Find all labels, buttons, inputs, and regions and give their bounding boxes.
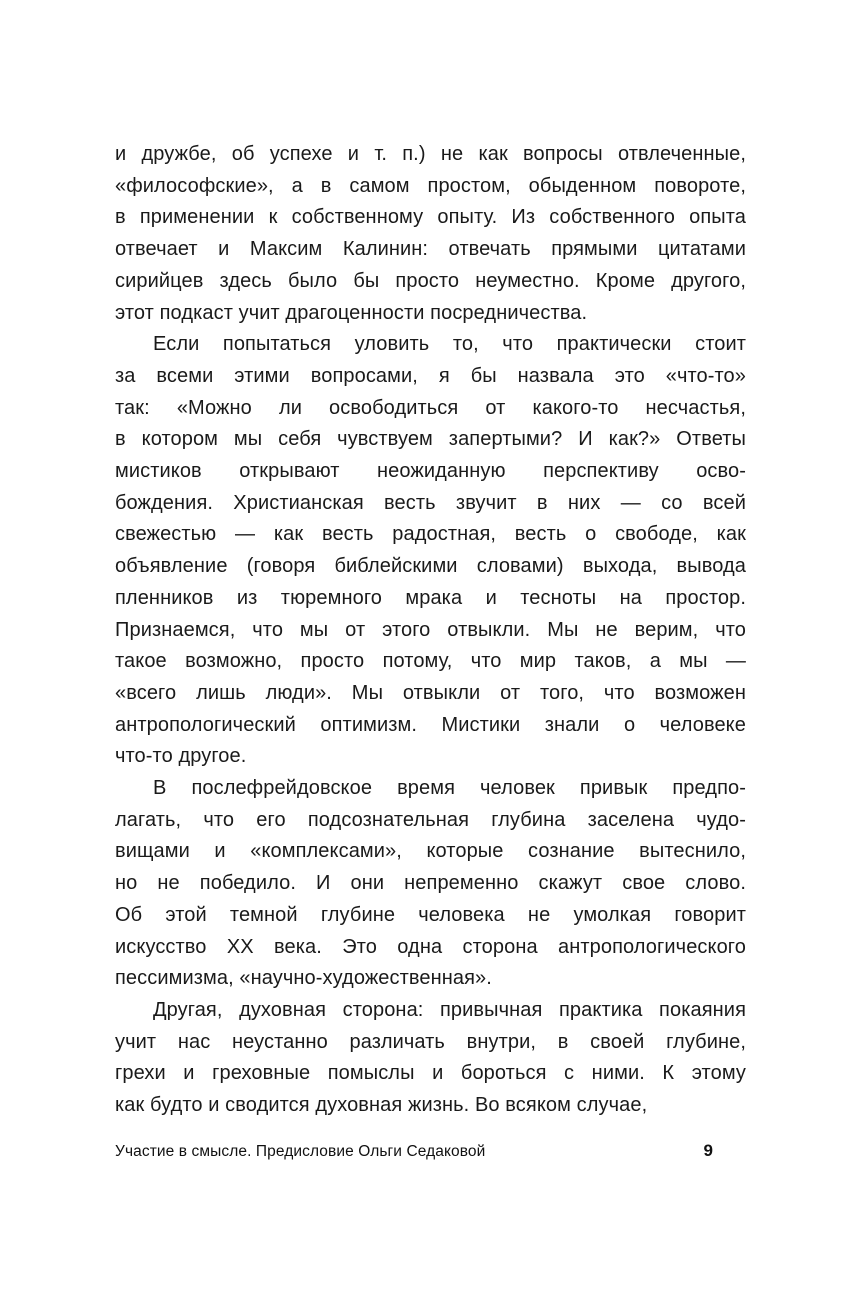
text-line: отвечает и Максим Калинин: отвечать прямыми цитатами — [115, 238, 746, 261]
text-line: за всеми этими вопросами, я бы назвала это «что-то» — [115, 364, 746, 387]
text-line: В послефрейдовское время человек привык предпо- — [153, 777, 746, 800]
text-line: грехи и греховные помыслы и бороться с ними. К этому — [115, 1062, 746, 1085]
text-line: «философские», а в самом простом, обыденном повороте, — [115, 174, 746, 197]
page-number: 9 — [703, 1141, 713, 1160]
text-line: вищами и «комплексами», которые сознание вытеснило, — [115, 840, 746, 863]
text-line: лагать, что его подсознательная глубина заселена чудо- — [115, 808, 746, 831]
text-line: что-то другое. — [115, 745, 247, 768]
text-line: мистиков открывают неожиданную перспективу осво- — [115, 460, 746, 483]
text-line: пессимизма, «научно-художественная». — [115, 967, 492, 990]
text-line: Если попытаться уловить то, что практически стоит — [153, 333, 746, 356]
text-line: в применении к собственному опыту. Из собственного опыта — [115, 206, 746, 229]
text-line: объявление (говоря библейскими словами) выхода, вывода — [115, 555, 746, 578]
paragraph — [115, 329, 746, 773]
text-line: этот подкаст учит драгоценности посредничества. — [115, 301, 588, 324]
text-line: так: «Можно ли освободиться от какого-то несчастья, — [115, 396, 746, 419]
text-line: но не победило. И они непременно скажут свое слово. — [115, 872, 746, 895]
paragraph — [115, 139, 746, 329]
text-line: бождения. Христианская весть звучит в них — со всей — [115, 491, 746, 514]
text-line: Признаемся, что мы от этого отвыкли. Мы не верим, что — [115, 618, 746, 641]
text-block — [115, 139, 746, 1122]
text-line: «всего лишь люди». Мы отвыкли от того, что возможен — [115, 681, 746, 704]
page-footer — [115, 1141, 746, 1161]
paragraph — [115, 995, 746, 1122]
text-line: учит нас неустанно различать внутри, в своей глубине, — [115, 1030, 746, 1053]
text-line: Другая, духовная сторона: привычная практика покаяния — [153, 998, 746, 1021]
text-line: пленников из тюремного мрака и тесноты на простор. — [115, 586, 746, 609]
text-line: такое возможно, просто потому, что мир таков, а мы — — [115, 650, 746, 673]
text-line: в котором мы себя чувствуем запертыми? И как?» Ответы — [115, 428, 746, 451]
text-line: искусство XX века. Это одна сторона антропологического — [115, 935, 746, 958]
footer-title: Участие в смысле. Предисловие Ольги Седаковой — [115, 1143, 486, 1160]
text-line: и дружбе, об успехе и т. п.) не как вопросы отвлеченные, — [115, 143, 746, 165]
text-line: сирийцев здесь было бы просто неуместно. Кроме другого, — [115, 269, 746, 292]
paragraph — [115, 773, 746, 995]
text-line: как будто и сводится духовная жизнь. Во всяком случае, — [115, 1094, 648, 1117]
text-line: антропологический оптимизм. Мистики знали о человеке — [115, 713, 746, 736]
text-line: свежестью — как весть радостная, весть о свободе, как — [115, 523, 746, 546]
text-line: Об этой темной глубине человека не умолкая говорит — [115, 903, 746, 926]
